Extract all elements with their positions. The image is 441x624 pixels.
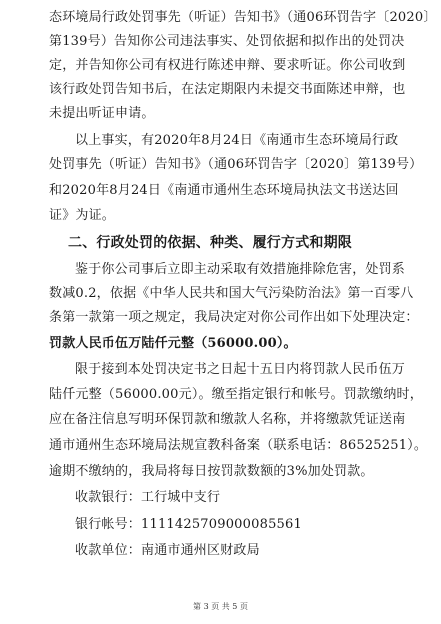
body-line-12: 数减0.2，依据《中华人民共和国大气污染防治法》第一百零八 (49, 286, 414, 301)
payee-bank: 收款银行：工行城中支行 (75, 490, 221, 505)
body-line-18: 通市通州生态环境局法规宣教科备案（联系电话：86525251）。 (49, 438, 428, 453)
bank-account: 银行帐号：1111425709000085561 (75, 517, 302, 532)
payee-unit: 收款单位：南通市通州区财政局 (75, 543, 260, 558)
penalty-amount: 罚款人民币伍万陆仟元整（56000.00）。 (49, 336, 297, 351)
body-line-5: 未提出听证申请。 (49, 106, 155, 121)
body-line-7: 处罚事先（听证）告知书》（通06环罚告字〔2020〕第139号） (49, 157, 423, 172)
page-number: 第 3 页 共 5 页 (193, 602, 248, 611)
body-line-6: 以上事实，有2020年8月24日《南通市生态环境局行政 (75, 133, 399, 148)
body-line-19: 逾期不缴纳的，我局将每日按罚款数额的3%加处罚款。 (49, 464, 374, 479)
body-line-4: 该行政处罚告知书后，在法定期限内未提交书面陈述申辩，也 (49, 82, 406, 97)
body-line-13: 条第一款第一项之规定，我局决定对你公司作出如下处理决定： (49, 310, 419, 325)
body-line-16: 陆仟元整（56000.00元）。缴至指定银行和帐号。罚款缴纳时， (49, 387, 423, 402)
body-line-15: 限于接到本处罚决定书之日起十五日内将罚款人民币伍万 (75, 362, 406, 377)
body-line-1: 态环境局行政处罚事先（听证）告知书》（通06环罚告字〔2020〕 (49, 10, 437, 25)
body-line-2: 第139号）告知你公司违法事实、处罚依据和拟作出的处罚决 (49, 34, 405, 49)
section-heading: 二、行政处罚的依据、种类、履行方式和期限 (68, 235, 352, 251)
body-line-11: 鉴于你公司事后立即主动采取有效措施排除危害，处罚系 (75, 262, 406, 277)
body-line-8: 和2020年8月24日《南通市通州生态环境局执法文书送达回 (49, 183, 399, 198)
body-line-17: 应在备注信息写明环保罚款和缴款人名称，并将缴款凭证送南 (49, 412, 406, 427)
body-line-9: 证》为证。 (49, 208, 116, 223)
body-line-3: 定，并告知你公司有权进行陈述申辩、要求听证。你公司收到 (49, 58, 406, 73)
